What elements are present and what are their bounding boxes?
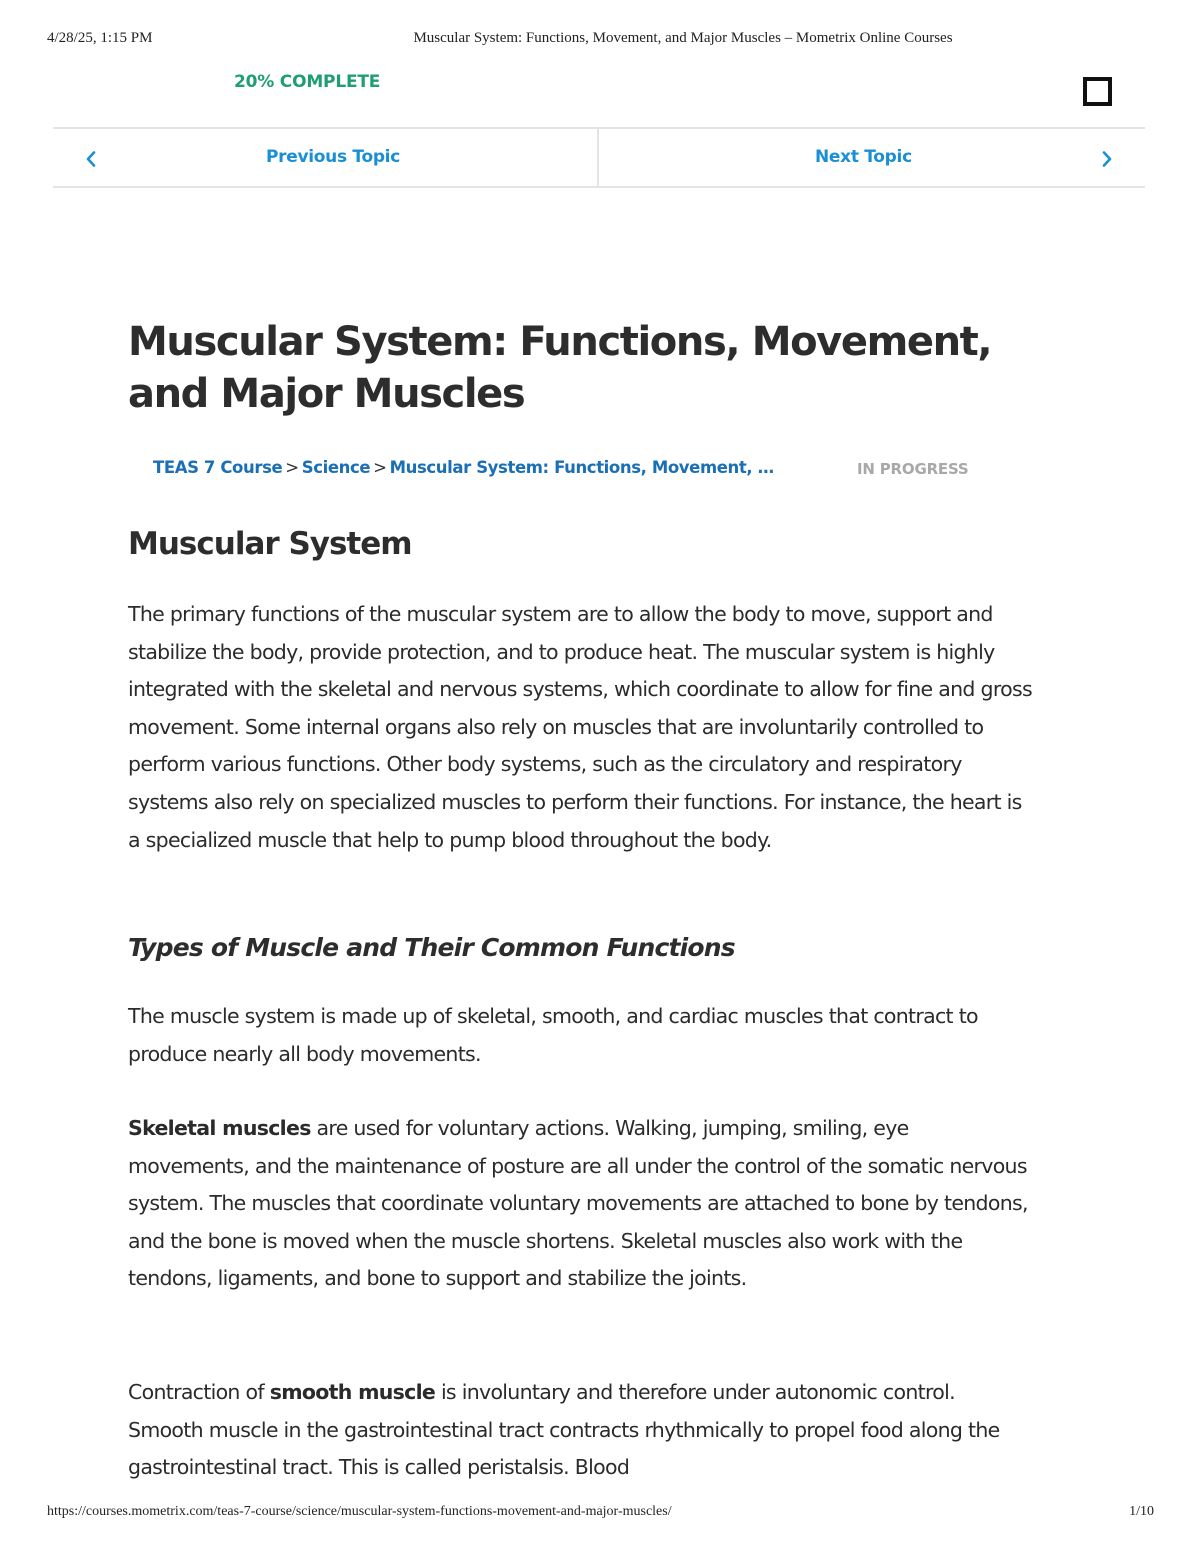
term-skeletal-muscles: Skeletal muscles [128, 1116, 311, 1140]
print-footer [0, 1504, 1200, 1526]
paragraph-lead: Contraction of [128, 1380, 270, 1404]
paragraph-text: is involuntary and therefore under autonomic control. Smooth muscle in the gastrointestinal tract contracts rhythmically to propel food along the gastrointestinal tract. This is called peristalsis. Blood [128, 1380, 1000, 1480]
breadcrumb-course[interactable]: TEAS 7 Course [153, 458, 283, 477]
previous-topic-button[interactable] [53, 129, 597, 186]
paragraph-muscular-system: The primary functions of the muscular system are to allow the body to move, support and stabilize the body, provide protection, and to produce heat. The muscular system is highly integrated with the skeletal and nervous systems, which coordinate to allow for fine and gross movement. Some internal organs also rely on muscles that are involuntarily controlled to perform various functions. Other body systems, such as the circulatory and respiratory systems also rely on specialized muscles to perform their functions. For instance, the heart is a specialized muscle that help to pump blood throughout the body. [128, 602, 1032, 852]
print-date: 4/28/25, 1:15 PM [47, 30, 153, 46]
previous-topic-label: Previous Topic [266, 147, 400, 167]
page-title: Muscular System: Functions, Movement, and Major Muscles [128, 319, 992, 417]
topic-navigation [53, 127, 1145, 188]
status-badge: IN PROGRESS [857, 460, 969, 478]
sub-heading-types-of-muscle: Types of Muscle and Their Common Functions [128, 933, 735, 962]
next-topic-button[interactable] [599, 129, 1145, 186]
paragraph-skeletal-muscles [128, 1110, 1033, 1298]
section-heading: Muscular System [128, 526, 412, 562]
progress-label: 20% COMPLETE [234, 72, 381, 92]
checkbox-icon[interactable] [1083, 77, 1112, 106]
breadcrumb-science[interactable]: Science [301, 458, 371, 477]
chevron-left-icon [85, 151, 97, 167]
print-page-title: Muscular System: Functions, Movement, and Major Muscles – Mometrix Online Courses [413, 30, 953, 46]
chevron-right-icon [1101, 151, 1113, 167]
print-page-number: 1/10 [1129, 1504, 1154, 1519]
paragraph-muscle-types: The muscle system is made up of skeletal, smooth, and cardiac muscles that contract to produce nearly all body movements. [128, 1004, 978, 1066]
print-url: https://courses.mometrix.com/teas-7-course/science/muscular-system-functions-movement-and-major-muscles/ [47, 1504, 672, 1519]
paragraph-smooth-muscle [128, 1374, 1033, 1487]
breadcrumb-separator: > [285, 458, 299, 477]
term-smooth-muscle: smooth muscle [269, 1380, 436, 1404]
breadcrumb-separator: > [373, 458, 387, 477]
paragraph-text: are used for voluntary actions. Walking, jumping, smiling, eye movements, and the maintenance of posture are all under the control of the somatic nervous system. The muscles that coordinate voluntary movements are attached to bone by tendons, and the bone is moved when the muscle shortens. Skeletal muscles also work with the tendons, ligaments, and bone to support and stabilize the joints. [128, 1116, 1028, 1291]
breadcrumb [153, 458, 774, 480]
breadcrumb-current-topic[interactable]: Muscular System: Functions, Movement, … [389, 458, 774, 477]
next-topic-label: Next Topic [815, 147, 912, 167]
